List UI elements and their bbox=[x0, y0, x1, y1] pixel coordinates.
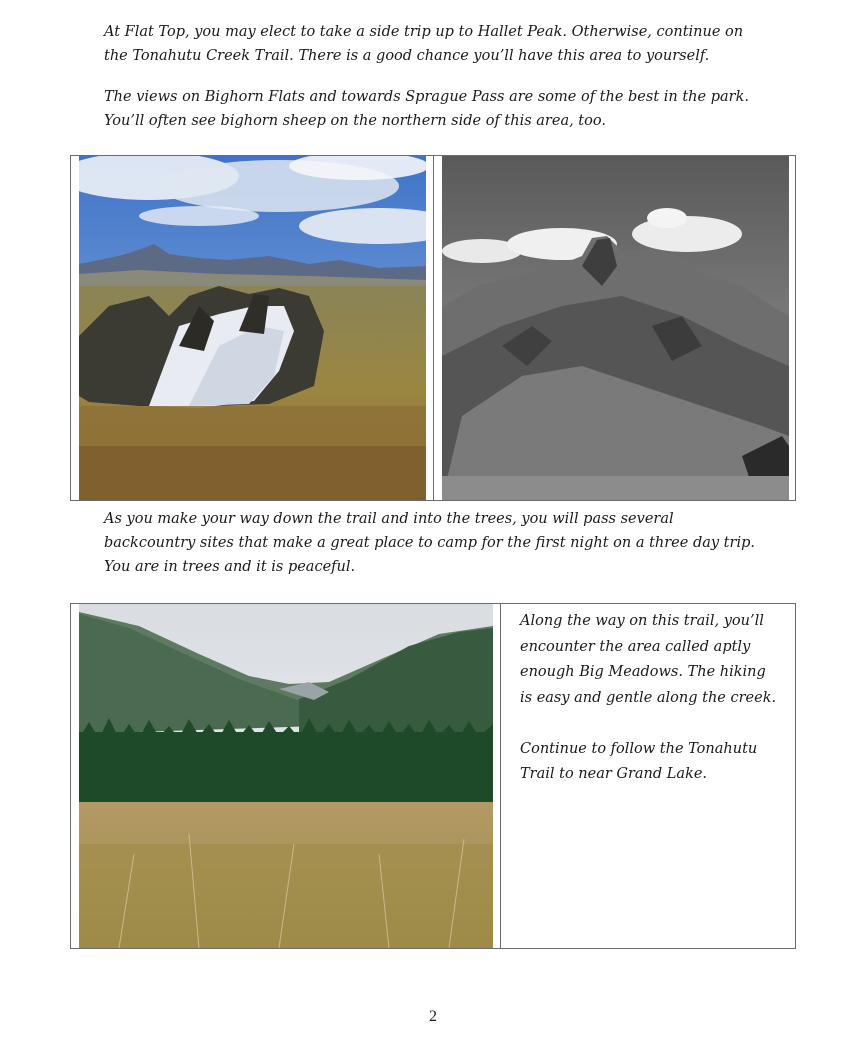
photo-tundra-snowfield bbox=[79, 156, 426, 500]
caption-cell bbox=[520, 609, 780, 813]
paragraph-flat-top: At Flat Top, you may elect to take a side trip up to Hallet Peak. Otherwise, continue on the Tonahutu Creek Trail. There is a good chance you’ll have this area to yourself. bbox=[104, 24, 744, 64]
photo-rocky-peak-bw bbox=[442, 156, 789, 500]
table-divider bbox=[433, 156, 434, 500]
page-number: 2 bbox=[429, 1008, 437, 1025]
photo-table-top bbox=[70, 155, 796, 501]
table-divider bbox=[500, 604, 501, 948]
caption-continue-tonahutu: Continue to follow the Tonahutu Trail to near Grand Lake. bbox=[520, 740, 758, 782]
paragraph-into-the-trees: As you make your way down the trail and into the trees, you will pass several backcountry sites that make a great place to camp for the first night on a three day trip. You are in trees and it is peaceful. bbox=[104, 511, 755, 575]
paragraph-bighorn-flats: The views on Bighorn Flats and towards Sprague Pass are some of the best in the park. You’ll often see bighorn sheep on the northern side of this area, too. bbox=[104, 89, 749, 129]
photo-table-bottom bbox=[70, 603, 796, 949]
caption-big-meadows: Along the way on this trail, you’ll encounter the area called aptly enough Big Meadows. The hiking is easy and gentle along the creek. bbox=[520, 613, 777, 706]
photo-big-meadows bbox=[79, 604, 493, 948]
